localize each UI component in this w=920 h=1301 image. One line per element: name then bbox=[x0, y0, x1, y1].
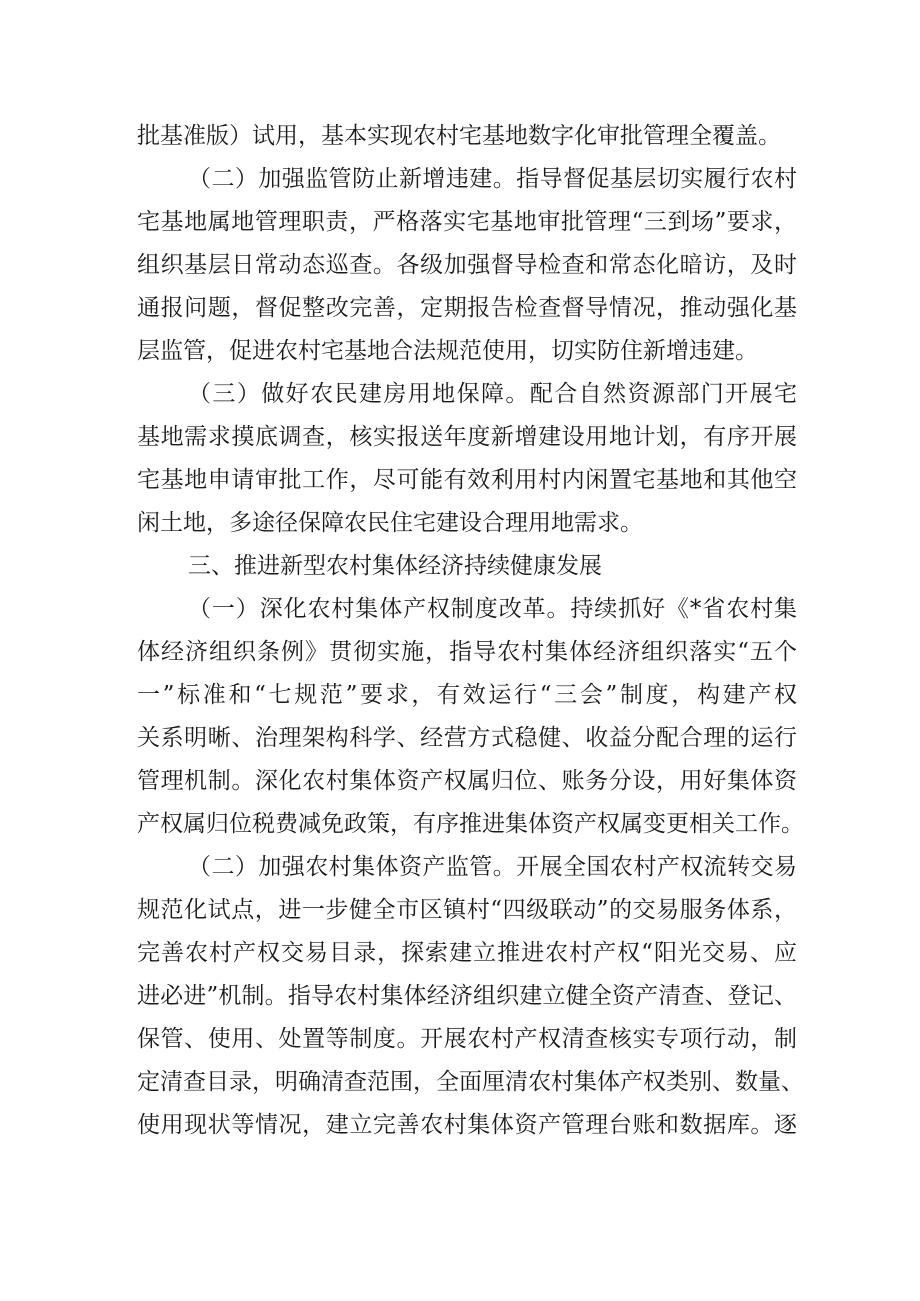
text-line: 组织基层日常动态巡查。各级加强督导检查和常态化暗访，及时 bbox=[137, 252, 797, 278]
text-line: 层监管，促进农村宅基地合法规范使用，切实防住新增违建。 bbox=[137, 338, 758, 364]
text-line: 完善农村产权交易目录，探索建立推进农村产权“阳光交易、应 bbox=[137, 940, 797, 966]
text-line: （二）加强农村集体资产监管。开展全国农村产权流转交易 bbox=[188, 854, 797, 880]
text-line: 进必进”机制。指导农村集体经济组织建立健全资产清查、登记、 bbox=[137, 983, 797, 1009]
text-line: 通报问题，督促整改完善，定期报告检查督导情况，推动强化基 bbox=[137, 295, 797, 321]
text-line: 宅基地属地管理职责，严格落实宅基地审批管理“三到场”要求， bbox=[137, 209, 797, 235]
text-line: 体经济组织条例》贯彻实施，指导农村集体经济组织落实“五个 bbox=[137, 639, 797, 665]
text-line: 闲土地，多途径保障农民住宅建设合理用地需求。 bbox=[137, 510, 643, 536]
text-line: 规范化试点，进一步健全市区镇村“四级联动”的交易服务体系， bbox=[137, 897, 797, 923]
text-line: 批基准版）试用，基本实现农村宅基地数字化审批管理全覆盖。 bbox=[137, 123, 781, 149]
text-line: 关系明晰、治理架构科学、经营方式稳健、收益分配合理的运行 bbox=[137, 725, 797, 751]
text-line: （一）深化农村集体产权制度改革。持续抓好《*省农村集 bbox=[188, 596, 797, 622]
text-line: 宅基地申请审批工作，尽可能有效利用村内闲置宅基地和其他空 bbox=[137, 467, 797, 493]
text-line: （二）加强监管防止新增违建。指导督促基层切实履行农村 bbox=[188, 166, 797, 192]
text-line: 基地需求摸底调查，核实报送年度新增建设用地计划，有序开展 bbox=[137, 424, 797, 450]
text-line: 产权属归位税费减免政策，有序推进集体资产权属变更相关工作。 bbox=[137, 811, 804, 837]
section-heading: 三、推进新型农村集体经济持续健康发展 bbox=[188, 553, 602, 579]
text-line: 管理机制。深化农村集体资产权属归位、账务分设，用好集体资 bbox=[137, 768, 797, 794]
text-line: 定清查目录，明确清查范围，全面厘清农村集体产权类别、数量、 bbox=[137, 1069, 804, 1095]
text-line: 使用现状等情况，建立完善农村集体资产管理台账和数据库。逐 bbox=[137, 1112, 797, 1138]
text-line: （三）做好农民建房用地保障。配合自然资源部门开展宅 bbox=[188, 381, 797, 407]
text-line: 一”标准和“七规范”要求，有效运行“三会”制度，构建产权 bbox=[137, 682, 797, 708]
text-line: 保管、使用、处置等制度。开展农村产权清查核实专项行动，制 bbox=[137, 1026, 797, 1052]
